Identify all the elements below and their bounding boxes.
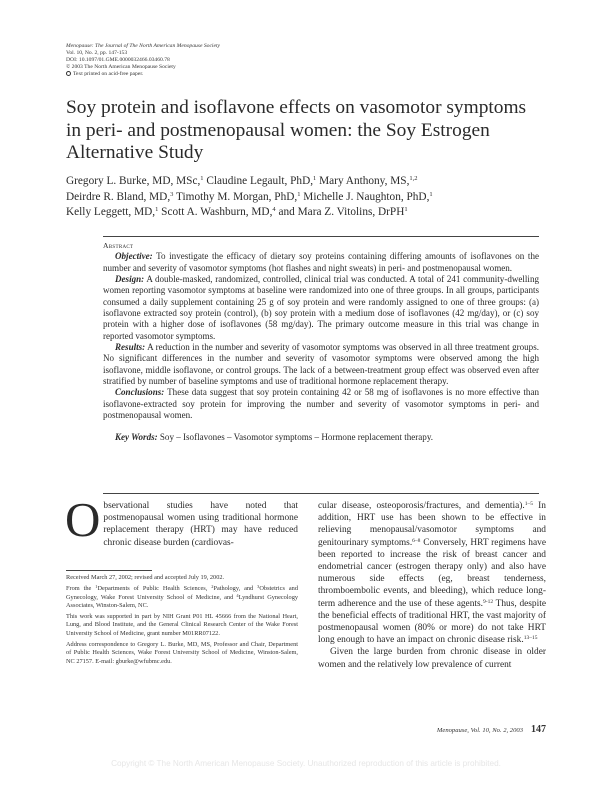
page-footer xyxy=(360,724,546,735)
journal-volume: Vol. 10, No. 2, pp. 147-153 xyxy=(66,50,128,57)
abstract xyxy=(103,236,539,443)
footnote-support: This work was supported in part by NIH Grant P01 HL 45666 from the National Heart, Lung, and Blood Institute, and the General Clinical Research Center of the Wake Forest University School of Medicine, grant number M01RR07122. xyxy=(66,613,298,637)
footer-journal: Menopause, Vol. 10, No. 2, 2003 xyxy=(436,727,523,734)
footnote-received: Received March 27, 2002; revised and accepted July 19, 2002. xyxy=(66,574,225,581)
acid-free-note: Text printed on acid-free paper. xyxy=(66,71,220,78)
body-column-left xyxy=(65,492,298,549)
abstract-bottom-rule xyxy=(103,493,539,494)
footnote-rule xyxy=(66,570,152,571)
abstract-design: Design: A double-masked, randomized, controlled, clinical trial was conducted. A total of 241 community-dwelling women reporting vasomotor symptoms at baseline were randomized into one of three groups. In all groups, participants consumed a daily supplement containing 25 g of soy protein and were randomly assigned to one of three groups: (a) isoflavone extracted soy protein (control), (b) soy protein with a medium dose of isoflavones (42 mg/day), or (c) soy protein with a higher dose of isoflavones (58 mg/day). The primary outcome measure in this trial was change in reported vasomotor symptoms. xyxy=(103,274,539,341)
drop-cap: O xyxy=(65,492,101,547)
journal-name: Menopause: The Journal of The North American Menopause Society xyxy=(66,43,221,49)
author-line-3: Kelly Leggett, MD,$^1$ Scott A. Washburn, MD,$^4$ and Mara Z. Vitolins, DrPH$^1$ xyxy=(66,206,408,219)
footnotes xyxy=(66,574,298,669)
recycle-icon xyxy=(66,71,71,76)
intro-paragraph: Observational studies have noted that postmenopausal women using traditional hormone replacement therapy (HRT) may have reduced chronic disease burden (cardiovas- xyxy=(65,492,298,548)
abstract-heading: Abstract xyxy=(103,241,134,250)
body-column-right xyxy=(318,500,546,671)
abstract-objective: Objective: To investigate the efficacy of dietary soy proteins containing differing amounts of isoflavones on the number and severity of vasomotor symptoms (hot flashes and night sweats) in peri- and postmenopausal women. xyxy=(103,251,539,273)
page-number: 147 xyxy=(531,724,546,735)
paragraph-burden: Given the large burden from chronic disease in older women and the relatively low prevalence of current xyxy=(318,647,546,670)
journal-metadata xyxy=(66,43,220,78)
footnote-address: Address correspondence to Gregory L. Burke, MD, MS, Professor and Chair, Department of Public Health Sciences, Wake Forest University School of Medicine, Winston-Salem, NC 27157. E-mail: gburke@wfubmc.edu. xyxy=(66,641,298,665)
abstract-results: Results: A reduction in the number and severity of vasomotor symptoms was observed in all three treatment groups. No significant differences in the number and severity of vasomotor symptoms were observed among the high isoflavone, middle isoflavone, or control groups. The lack of a between-treatment group effect was observed even after stratified by number of baseline symptoms and use of traditional hormone replacement therapy. xyxy=(103,342,539,387)
doi: DOI: 10.1097/01.GME.0000032466.03460.78 xyxy=(66,57,170,64)
article-title: Soy protein and isoflavone effects on vasomotor symptoms in peri- and postmenopausal women: the Soy Estrogen Alternative Study xyxy=(66,97,527,163)
paragraph-hrt: cular disease, osteoporosis/fractures, and dementia).$^{1-5}$ In addition, HRT use has been shown to be effective in relieving menopausal/vasomotor symptoms and genitourinary symptoms.$^{6-8}$ Conversely, HRT regimens have been reported to increase the risk of breast cancer and endometrial cancer (estrogen therapy only) and also have numerous side effects (eg, breast tenderness, thromboembolic events, and bleeding), which reduce long-term adherence and the use of these agents.$^{9-12}$ Thus, despite the beneficial effects of traditional HRT, the vast majority of postmenopausal women (80% or more) do not take HRT long enough to have an impact on chronic disease risk.$^{13-15}$ xyxy=(318,501,546,646)
copyright-line: © 2003 The North American Menopause Society xyxy=(66,64,176,71)
copyright-watermark: Copyright © The North American Menopause Society. Unauthorized reproduction of this article is prohibited. xyxy=(111,759,501,768)
keywords: Key Words: Soy – Isoflavones – Vasomotor symptoms – Hormone replacement therapy. xyxy=(115,431,434,442)
abstract-conclusions: Conclusions: These data suggest that soy protein containing 42 or 58 mg of isoflavones is no more effective than isoflavone-extracted soy protein for improving the number and severity of vasomotor symptoms in peri- and postmenopausal women. xyxy=(103,387,539,421)
footnote-affiliations: From the $^1$Departments of Public Health Sciences, $^2$Pathology, and $^3$Obstetrics and Gynecology, Wake Forest University School of Medicine, and $^4$Lyndhurst Gynecology Associates, Winston-Salem, NC. xyxy=(66,584,299,609)
author-line-2: Deirdre R. Bland, MD,$^3$ Timothy M. Morgan, PhD,$^1$ Michelle J. Naughton, PhD,$^1$ xyxy=(66,190,433,203)
author-list xyxy=(66,174,556,221)
author-line-1: Gregory L. Burke, MD, MSc,$^1$ Claudine Legault, PhD,$^1$ Mary Anthony, MS,$^{1,2}$ xyxy=(66,175,418,187)
